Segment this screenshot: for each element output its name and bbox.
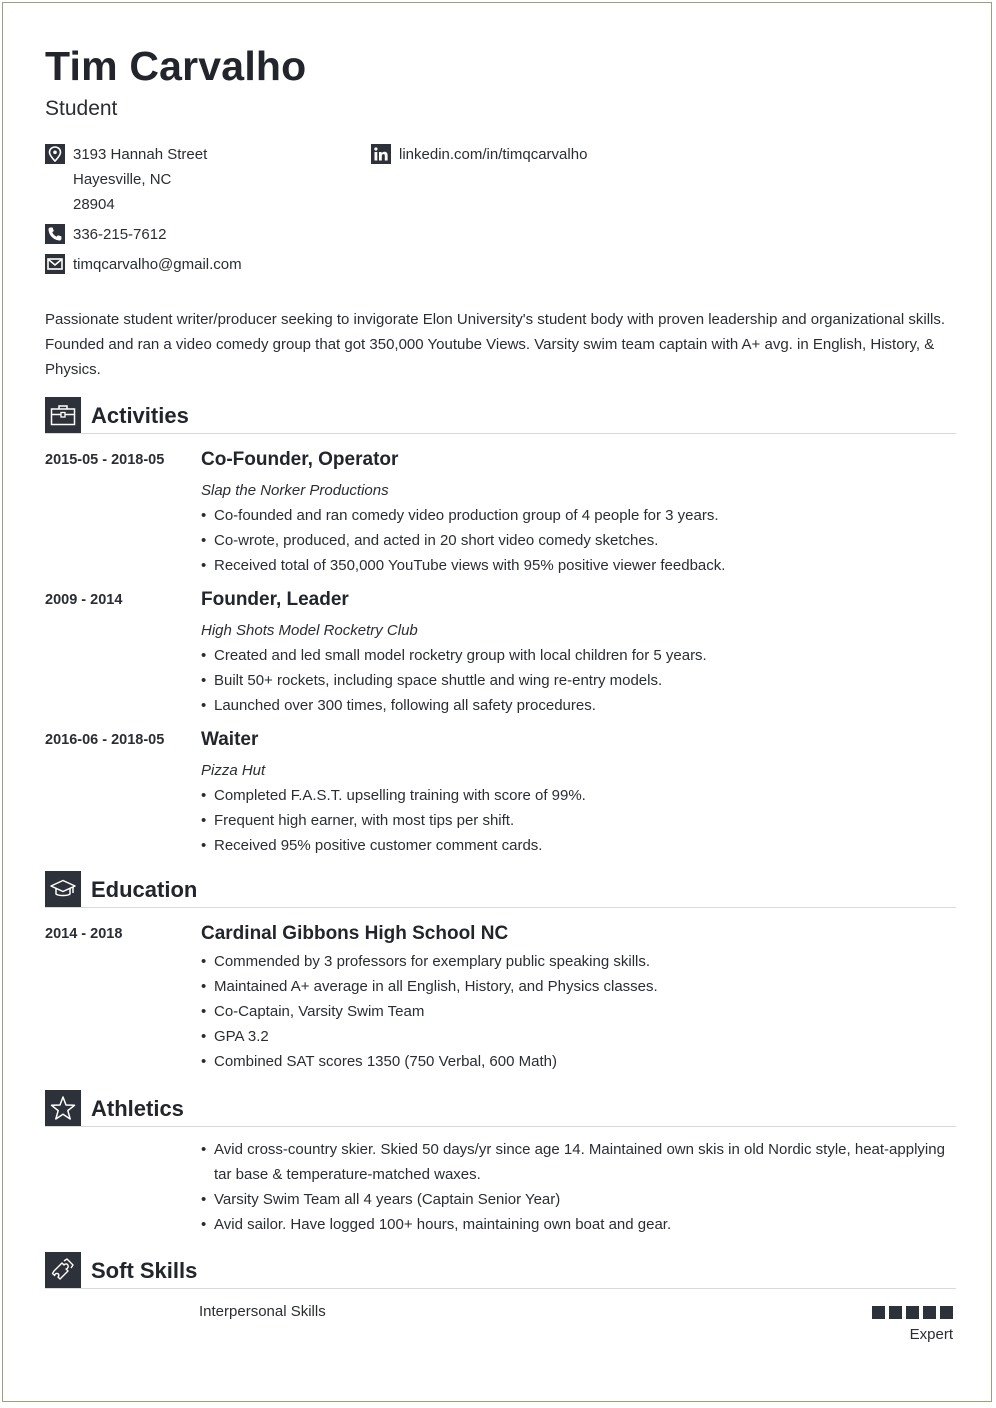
- list-item: • Commended by 3 professors for exemplary public speaking skills.: [201, 949, 957, 974]
- skill-rating-square: [940, 1306, 953, 1319]
- education-title: Education: [91, 877, 198, 902]
- activity-date: 2015-05 - 2018-05: [45, 452, 165, 468]
- activity-organization: Slap the Norker Productions: [201, 482, 389, 499]
- list-item: • Created and led small model rocketry group with local children for 5 years.: [201, 643, 957, 668]
- list-item: • Co-founded and ran comedy video production group of 4 people for 3 years.: [201, 503, 957, 528]
- activities-section-header: [45, 397, 956, 434]
- list-item: • Received 95% positive customer comment cards.: [201, 833, 957, 858]
- skill-row: [199, 1299, 955, 1349]
- address-line-3: 28904: [73, 196, 115, 213]
- education-section-header: [45, 871, 956, 908]
- activity-bullets: [201, 643, 957, 718]
- contact-linkedin[interactable]: [371, 142, 587, 167]
- profile-summary: Passionate student writer/producer seeking to invigorate Elon University's student body with proven leadership and organizational skills. Founded and ran a video comedy group that got 350,000 Youtube Views. Varsity swim team captain with A+ avg. in English, History, & Physics.: [45, 311, 946, 378]
- athletics-section-header: [45, 1090, 956, 1127]
- phone-number: 336-215-7612: [73, 226, 167, 243]
- list-item: • Avid cross-country skier. Skied 50 days/yr since age 14. Maintained own skis in old Nordic style, heat-applying tar base & temperature-matched waxes.: [201, 1137, 957, 1187]
- soft-skills-title: Soft Skills: [91, 1258, 198, 1283]
- email-address[interactable]: timqcarvalho@gmail.com: [73, 256, 242, 273]
- education-bullets: [201, 949, 957, 1074]
- soft-skills-section-header: [45, 1252, 956, 1289]
- contact-address: [45, 142, 207, 217]
- athletics-title: Athletics: [91, 1096, 184, 1121]
- skill-rating-square: [906, 1306, 919, 1319]
- star-icon: [45, 1090, 81, 1126]
- linkedin-icon: [371, 144, 391, 164]
- list-item: • Maintained A+ average in all English, History, and Physics classes.: [201, 974, 957, 999]
- list-item: • Combined SAT scores 1350 (750 Verbal, 600 Math): [201, 1049, 957, 1074]
- briefcase-icon: [45, 397, 81, 433]
- list-item: • Received total of 350,000 YouTube views with 95% positive viewer feedback.: [201, 553, 957, 578]
- list-item: • Avid sailor. Have logged 100+ hours, maintaining own boat and gear.: [201, 1212, 957, 1237]
- location-pin-icon: [45, 144, 65, 164]
- list-item: • Varsity Swim Team all 4 years (Captain Senior Year): [201, 1187, 957, 1212]
- skill-rating: [872, 1306, 953, 1319]
- activity-organization: High Shots Model Rocketry Club: [201, 622, 418, 639]
- activity-title: Waiter: [201, 729, 259, 750]
- linkedin-link[interactable]: linkedin.com/in/timqcarvalho: [399, 146, 588, 163]
- envelope-icon: [45, 254, 65, 274]
- list-item: • Launched over 300 times, following all safety procedures.: [201, 693, 957, 718]
- list-item: • Co-wrote, produced, and acted in 20 short video comedy sketches.: [201, 528, 957, 553]
- resume-page: [2, 2, 992, 1402]
- school-name: Cardinal Gibbons High School NC: [201, 923, 509, 944]
- skill-rating-square: [872, 1306, 885, 1319]
- address-line-1: 3193 Hannah Street: [73, 146, 208, 163]
- candidate-role: Student: [45, 97, 118, 120]
- phone-icon: [45, 224, 65, 244]
- skill-level: Expert: [909, 1326, 953, 1343]
- candidate-name: Tim Carvalho: [45, 43, 307, 89]
- list-item: • Built 50+ rockets, including space shuttle and wing re-entry models.: [201, 668, 957, 693]
- activity-date: 2016-06 - 2018-05: [45, 732, 165, 748]
- education-date: 2014 - 2018: [45, 926, 123, 942]
- graduation-cap-icon: [45, 871, 81, 907]
- skill-rating-square: [889, 1306, 902, 1319]
- contact-phone: [45, 222, 166, 247]
- activity-title: Co-Founder, Operator: [201, 449, 399, 470]
- activity-title: Founder, Leader: [201, 589, 349, 610]
- activities-title: Activities: [91, 403, 189, 428]
- athletics-bullets: [201, 1137, 957, 1237]
- address-line-2: Hayesville, NC: [73, 171, 172, 188]
- skill-rating-square: [923, 1306, 936, 1319]
- activity-date: 2009 - 2014: [45, 592, 123, 608]
- list-item: • GPA 3.2: [201, 1024, 957, 1049]
- contact-email[interactable]: [45, 252, 242, 277]
- activity-organization: Pizza Hut: [201, 762, 266, 779]
- skill-name: Interpersonal Skills: [199, 1303, 326, 1320]
- list-item: • Completed F.A.S.T. upselling training with score of 99%.: [201, 783, 957, 808]
- puzzle-icon: [45, 1252, 81, 1288]
- list-item: • Co-Captain, Varsity Swim Team: [201, 999, 957, 1024]
- list-item: • Frequent high earner, with most tips per shift.: [201, 808, 957, 833]
- activity-bullets: [201, 783, 957, 858]
- activity-bullets: [201, 503, 957, 578]
